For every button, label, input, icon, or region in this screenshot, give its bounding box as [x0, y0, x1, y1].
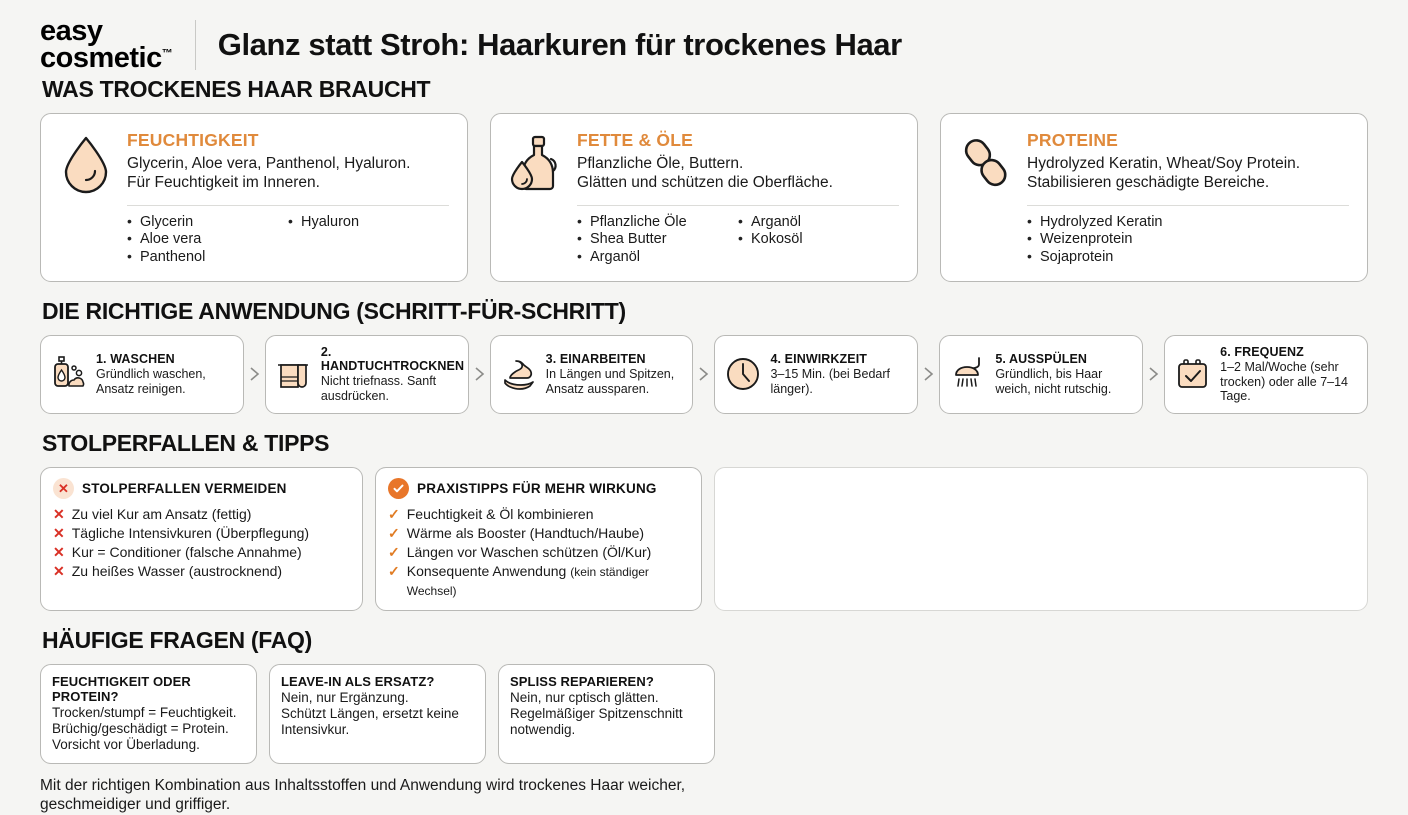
step-text [96, 352, 234, 397]
hand-cream-icon [499, 355, 539, 393]
need-ingredient-lists [577, 214, 899, 267]
step-text [546, 352, 684, 397]
step-description: In Längen und Spitzen, Ansatz aussparen. [545, 367, 675, 396]
check-marker-icon: ✓ [388, 506, 400, 523]
brand-logo [40, 15, 177, 74]
need-body [1027, 130, 1349, 267]
step-title: 3. EINARBEITEN [545, 352, 646, 367]
list-item: • Sojaprotein [1027, 249, 1188, 267]
faq-card-2 [269, 664, 486, 765]
step-card-1 [40, 335, 244, 414]
tips-header [388, 478, 689, 499]
list-item: ✕ Zu viel Kur am Ansatz (fettig) [53, 506, 252, 523]
pitfalls-list [53, 505, 350, 581]
x-marker-icon: ✕ [53, 506, 65, 523]
clock-icon [723, 355, 763, 393]
faq-card-1 [40, 664, 257, 765]
list-item: • Hydrolyzed Keratin [1027, 214, 1188, 232]
step-card-2 [265, 335, 469, 414]
faq-question: SPLISS REPARIEREN? [510, 673, 654, 689]
list-item: • Arganöl [738, 214, 899, 232]
list-item: • Panthenol [127, 249, 288, 267]
step-description: Nicht triefnass. Sanft ausdrücken. [320, 374, 437, 403]
need-list-right [1188, 214, 1349, 267]
tips-card [375, 467, 702, 610]
list-item: ✕ Kur = Conditioner (falsche Annahme) [53, 543, 302, 560]
x-marker-icon: ✕ [53, 562, 65, 579]
step-description: Gründlich waschen, Ansatz reinigen. [96, 367, 206, 396]
step-description: Gründlich, bis Haar weich, nicht rutschig. [995, 367, 1112, 396]
page-header [40, 0, 1368, 76]
need-description: Hydrolyzed Keratin, Wheat/Soy Protein. Stabilisieren geschädigte Bereiche. [1027, 155, 1301, 192]
shampoo-bottle-icon [49, 355, 89, 393]
need-list-left [1027, 214, 1188, 267]
step-text [995, 352, 1133, 397]
step-card-3 [490, 335, 694, 414]
need-list-left [127, 214, 288, 267]
need-card-proteine [940, 113, 1368, 282]
tips-list [388, 505, 689, 599]
needs-card-row [40, 113, 1368, 282]
need-description: Pflanzliche Öle, Buttern. Glätten und schützen die Oberfläche. [577, 155, 833, 192]
faq-answer: Nein, nur Ergänzung. Schützt Längen, ersetzt keine Intensivkur. [281, 689, 459, 737]
step-description: 3–15 Min. (bei Bedarf länger). [770, 367, 890, 396]
step-arrow-icon [244, 335, 265, 414]
empty-placeholder-card [714, 467, 1368, 610]
footer-note: Mit der richtigen Kombination aus Inhaltsstoffen und Anwendung wird trockenes Haar weicher, geschmeidiger und griffiger. [40, 777, 686, 814]
faq-answer: Trocken/stumpf = Feuchtigkeit. Brüchig/geschädigt = Protein. Vorsicht vor Überladung. [52, 704, 237, 752]
list-item: • Hyaluron [288, 214, 449, 232]
check-marker-icon: ✓ [388, 524, 400, 541]
list-item: • Arganöl [577, 249, 738, 267]
list-item: • Weizenprotein [1027, 231, 1188, 249]
need-title: PROTEINE [1027, 130, 1119, 150]
step-title: 6. FREQUENZ [1220, 344, 1304, 359]
faq-card-3 [498, 664, 715, 765]
step-title: 4. EINWIRKZEIT [770, 352, 868, 367]
divider [577, 205, 899, 206]
need-body [577, 130, 899, 267]
step-card-6 [1164, 335, 1368, 414]
step-arrow-icon [469, 335, 490, 414]
step-text [770, 352, 908, 397]
chain-link-icon [955, 130, 1017, 267]
faq-answer: Nein, nur cptisch glätten. Regelmäßiger Spitzenschnitt notwendig. [510, 689, 683, 737]
pitfalls-header [53, 478, 350, 499]
step-text [320, 345, 465, 404]
list-item: ✓ Längen vor Waschen schützen (Öl/Kur) [388, 543, 652, 560]
tips-heading: PRAXISTIPPS FÜR MEHR WIRKUNG [417, 481, 657, 497]
tip-note: (kein ständiger Wechsel) [406, 564, 649, 598]
list-item: • Aloe vera [127, 231, 288, 249]
check-circle-icon [388, 478, 409, 499]
logo-line-1: easy [40, 15, 103, 48]
divider [127, 205, 449, 206]
shower-head-icon [948, 355, 988, 393]
towel-icon [274, 355, 314, 393]
list-item: ✓ Wärme als Booster (Handtuch/Haube) [388, 524, 645, 541]
need-list-right [738, 214, 899, 267]
faq-question: LEAVE-IN ALS ERSATZ? [281, 673, 435, 689]
step-title: 1. WASCHEN [96, 352, 175, 367]
step-card-5 [939, 335, 1143, 414]
list-item: ✓ Konsequente Anwendung (kein ständiger Wechsel) [388, 562, 649, 598]
need-card-feuchtigkeit [40, 113, 468, 282]
list-item: • Glycerin [127, 214, 288, 232]
divider [1027, 205, 1349, 206]
x-marker-icon: ✕ [53, 543, 65, 560]
step-card-4 [714, 335, 918, 414]
step-text [1220, 345, 1358, 404]
section-heading-needs: WAS TROCKENES HAAR BRAUCHT [42, 76, 431, 102]
pitfalls-tips-row [40, 467, 1368, 610]
section-heading-pitfalls: STOLPERFALLEN & TIPPS [42, 430, 330, 457]
need-description: Glycerin, Aloe vera, Panthenol, Hyaluron. Für Feuchtigkeit im Inneren. [127, 155, 411, 192]
page-title: Glanz statt Stroh: Haarkuren für trockenes Haar [217, 27, 902, 62]
need-title: FETTE & ÖLE [577, 130, 693, 150]
need-body [127, 130, 449, 267]
x-circle-icon: ✕ [53, 478, 74, 499]
need-title: FEUCHTIGKEIT [127, 130, 259, 150]
need-ingredient-lists [127, 214, 449, 267]
header-divider [195, 20, 196, 70]
trademark-symbol: ™ [161, 47, 173, 60]
step-arrow-icon [693, 335, 714, 414]
step-title: 5. AUSSPÜLEN [995, 352, 1088, 367]
step-description: 1–2 Mal/Woche (sehr trocken) oder alle 7–14 Tage. [1220, 359, 1348, 404]
list-item: • Shea Butter [577, 231, 738, 249]
list-item: ✓ Feuchtigkeit & Öl kombinieren [388, 506, 594, 523]
list-item: • Pflanzliche Öle [577, 214, 738, 232]
pitfalls-card [40, 467, 363, 610]
step-arrow-icon [918, 335, 939, 414]
steps-row [40, 335, 1368, 414]
list-item: • Kokosöl [738, 231, 899, 249]
faq-row [40, 664, 1368, 765]
droplet-icon [55, 130, 117, 267]
need-ingredient-lists [1027, 214, 1349, 267]
step-title: 2. HANDTUCHTROCKNEN [320, 345, 465, 374]
section-heading-faq: HÄUFIGE FRAGEN (FAQ) [42, 626, 312, 653]
logo-line-2: cosmetic™ [40, 42, 173, 74]
check-marker-icon: ✓ [388, 543, 400, 560]
check-marker-icon: ✓ [388, 562, 400, 579]
need-list-left [577, 214, 738, 267]
need-card-fette-oele [490, 113, 918, 282]
step-arrow-icon [1143, 335, 1164, 414]
need-list-right [288, 214, 449, 267]
calendar-check-icon [1173, 355, 1213, 393]
faq-question: FEUCHTIGKEIT ODER PROTEIN? [52, 673, 191, 704]
section-heading-steps: DIE RICHTIGE ANWENDUNG (SCHRITT-FÜR-SCHRITT) [42, 297, 626, 324]
list-item: ✕ Zu heißes Wasser (austrocknend) [53, 562, 283, 579]
oil-bottle-icon [505, 130, 567, 267]
pitfalls-heading: STOLPERFALLEN VERMEIDEN [82, 481, 287, 497]
list-item: ✕ Tägliche Intensivkuren (Überpflegung) [53, 524, 310, 541]
x-marker-icon: ✕ [53, 524, 65, 541]
